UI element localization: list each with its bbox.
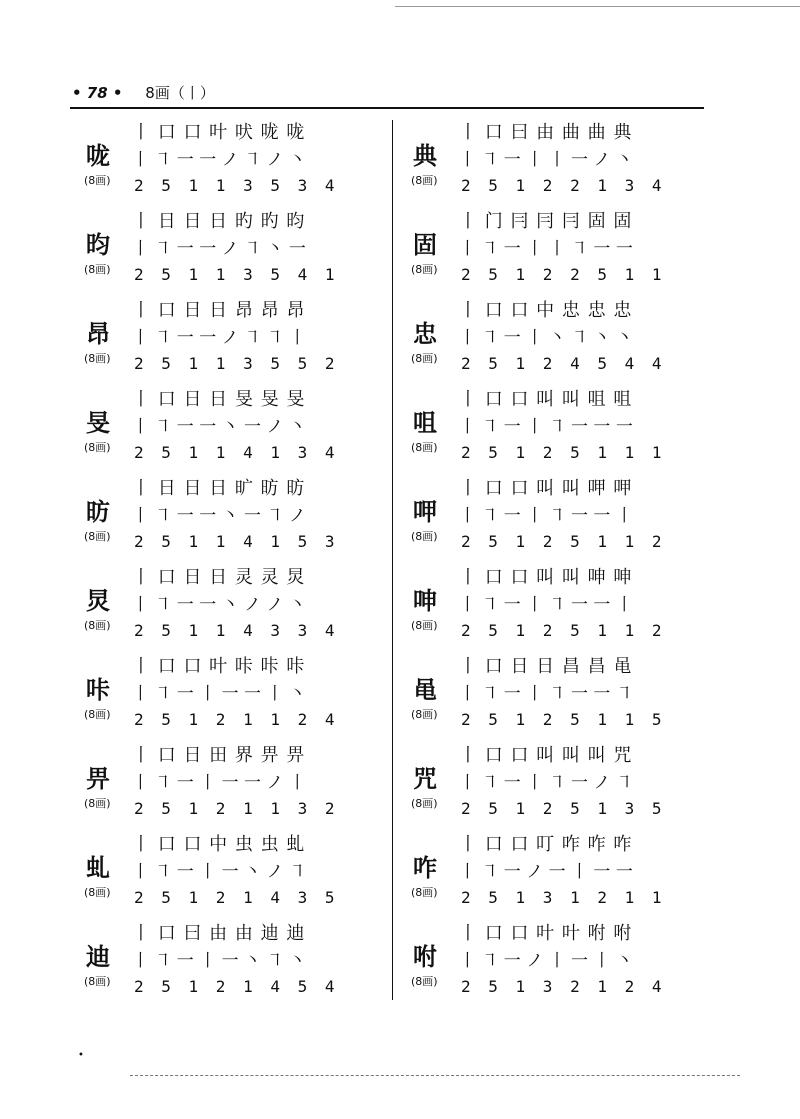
char-entry <box>78 567 398 656</box>
stroke-count-note: (8画) <box>84 441 111 454</box>
char-entry <box>405 122 725 211</box>
stroke-count-note: (8画) <box>411 174 438 187</box>
stroke-codes: 2 5 1 2 2 1 3 4 <box>461 176 666 195</box>
page-number: • 78 • <box>72 84 123 102</box>
page-header <box>72 82 215 103</box>
stroke-shapes: 丨 ㇕ 一 一 丶 ノ ノ 丶 <box>132 595 306 615</box>
stroke-count-note: (8画) <box>411 619 438 632</box>
stroke-shapes: 丨 ㇕ 一 丨 丶 ㇕ 丶 丶 <box>459 328 633 348</box>
char-entry <box>405 834 725 923</box>
right-column <box>405 122 725 1012</box>
stroke-count-note: (8画) <box>84 530 111 543</box>
entry-character: 旻 <box>86 409 110 437</box>
left-column <box>78 122 398 1012</box>
stroke-codes: 2 5 1 1 3 5 3 4 <box>134 176 339 195</box>
stroke-shapes: 丨 ㇕ 一 丨 一 一 丨 丶 <box>132 684 306 704</box>
stroke-count-note: (8画) <box>411 797 438 810</box>
char-entry <box>405 478 725 567</box>
stroke-sequence: 丨 口 口 叶 吠 咙 咙 <box>132 122 306 143</box>
stroke-count-note: (8画) <box>411 975 438 988</box>
stroke-shapes: 丨 ㇕ 一 丨 ㇕ 一 一 丨 <box>459 506 633 526</box>
entry-character: 咒 <box>413 765 437 793</box>
stroke-sequence: 丨 口 日 田 界 畀 畀 <box>132 745 306 766</box>
section-title: 8画（丨） <box>145 84 215 102</box>
char-entry <box>78 478 398 567</box>
char-entry <box>78 122 398 211</box>
stroke-sequence: 丨 口 日 日 昌 昌 黾 <box>459 656 633 677</box>
entry-character: 咋 <box>413 854 437 882</box>
stroke-sequence: 丨 口 口 中 虫 虫 虬 <box>132 834 306 855</box>
stroke-sequence: 丨 口 日 日 灵 灵 炅 <box>132 567 306 588</box>
entry-character: 固 <box>413 231 437 259</box>
stroke-sequence: 丨 口 口 叫 叫 叫 咒 <box>459 745 633 766</box>
stroke-sequence: 丨 口 口 叶 咔 咔 咔 <box>132 656 306 677</box>
stroke-codes: 2 5 1 2 5 1 1 5 <box>461 710 666 729</box>
entry-character: 咐 <box>413 943 437 971</box>
stroke-sequence: 丨 口 口 叫 叫 咀 咀 <box>459 389 633 410</box>
stroke-codes: 2 5 1 1 3 5 5 2 <box>134 354 339 373</box>
stroke-count-note: (8画) <box>411 886 438 899</box>
stroke-codes: 2 5 1 3 1 2 1 1 <box>461 888 666 907</box>
entry-character: 咀 <box>413 409 437 437</box>
char-entry <box>405 211 725 300</box>
stroke-codes: 2 5 1 2 5 1 1 1 <box>461 443 666 462</box>
entry-character: 咔 <box>86 676 110 704</box>
stroke-sequence: 丨 门 冃 冃 冃 固 固 <box>459 211 633 232</box>
char-entry <box>405 567 725 656</box>
stroke-shapes: 丨 ㇕ 一 一 ノ ㇕ 丶 一 <box>132 239 306 259</box>
stroke-count-note: (8画) <box>84 797 111 810</box>
entry-character: 昀 <box>86 231 110 259</box>
entry-character: 咙 <box>86 142 110 170</box>
stroke-sequence: 丨 口 口 叫 叫 呷 呷 <box>459 478 633 499</box>
stroke-shapes: 丨 ㇕ 一 ノ 一 丨 一 一 <box>459 862 633 882</box>
entry-character: 虬 <box>86 854 110 882</box>
entry-character: 忠 <box>413 320 437 348</box>
stroke-count-note: (8画) <box>84 352 111 365</box>
stroke-count-note: (8画) <box>84 975 111 988</box>
entry-character: 典 <box>413 142 437 170</box>
stroke-count-note: (8画) <box>84 263 111 276</box>
stroke-codes: 2 5 1 1 4 3 3 4 <box>134 621 339 640</box>
stroke-codes: 2 5 1 2 5 1 1 2 <box>461 621 666 640</box>
char-entry <box>78 211 398 300</box>
stroke-shapes: 丨 ㇕ 一 一 ノ ㇕ ㇕ 丨 <box>132 328 306 348</box>
char-entry <box>405 389 725 478</box>
entry-character: 畀 <box>86 765 110 793</box>
stroke-count-note: (8画) <box>411 263 438 276</box>
stroke-shapes: 丨 ㇕ 一 丨 ㇕ 一 一 一 <box>459 417 633 437</box>
char-entry <box>78 745 398 834</box>
stroke-codes: 2 5 1 2 1 1 3 2 <box>134 799 339 818</box>
char-entry <box>405 745 725 834</box>
stroke-codes: 2 5 1 1 4 1 5 3 <box>134 532 339 551</box>
entry-character: 呷 <box>413 498 437 526</box>
stroke-sequence: 丨 口 口 叮 咋 咋 咋 <box>459 834 633 855</box>
char-entry <box>405 300 725 389</box>
stroke-count-note: (8画) <box>84 708 111 721</box>
stroke-count-note: (8画) <box>411 352 438 365</box>
stroke-count-note: (8画) <box>411 441 438 454</box>
stroke-codes: 2 5 1 1 4 1 3 4 <box>134 443 339 462</box>
stroke-sequence: 丨 日 日 日 旷 昉 昉 <box>132 478 306 499</box>
stroke-shapes: 丨 ㇕ 一 一 丶 一 ㇕ ノ <box>132 506 306 526</box>
stroke-count-note: (8画) <box>84 174 111 187</box>
stroke-codes: 2 5 1 2 1 1 2 4 <box>134 710 339 729</box>
stroke-codes: 2 5 1 2 1 4 3 5 <box>134 888 339 907</box>
stroke-codes: 2 5 1 2 1 4 5 4 <box>134 977 339 996</box>
stroke-shapes: 丨 ㇕ 一 ノ 丨 一 丨 丶 <box>459 951 633 971</box>
char-entry <box>78 389 398 478</box>
stroke-shapes: 丨 ㇕ 一 丨 ㇕ 一 一 ㇕ <box>459 684 633 704</box>
char-entry <box>78 834 398 923</box>
stroke-shapes: 丨 ㇕ 一 一 丶 一 ノ 丶 <box>132 417 306 437</box>
entry-character: 昉 <box>86 498 110 526</box>
stroke-count-note: (8画) <box>411 530 438 543</box>
stroke-count-note: (8画) <box>411 708 438 721</box>
stroke-sequence: 丨 口 曰 由 曲 曲 典 <box>459 122 633 143</box>
top-scan-rule <box>395 6 800 7</box>
bottom-scan-rule <box>130 1075 740 1076</box>
stroke-shapes: 丨 ㇕ 一 丨 一 丶 ㇕ 丶 <box>132 951 306 971</box>
entry-character: 昂 <box>86 320 110 348</box>
stroke-count-note: (8画) <box>84 886 111 899</box>
char-entry <box>78 923 398 1012</box>
stroke-shapes: 丨 ㇕ 一 丨 一 丶 ノ ㇕ <box>132 862 306 882</box>
char-entry <box>78 300 398 389</box>
stroke-sequence: 丨 日 日 日 旳 旳 昀 <box>132 211 306 232</box>
header-rule <box>70 107 704 109</box>
entry-character: 呻 <box>413 587 437 615</box>
stroke-shapes: 丨 ㇕ 一 丨 丨 ㇕ 一 一 <box>459 239 633 259</box>
stroke-codes: 2 5 1 3 2 1 2 4 <box>461 977 666 996</box>
stroke-sequence: 丨 口 口 中 忠 忠 忠 <box>459 300 633 321</box>
stroke-codes: 2 5 1 2 5 1 3 5 <box>461 799 666 818</box>
stroke-sequence: 丨 口 日 日 昂 昂 昂 <box>132 300 306 321</box>
char-entry <box>405 656 725 745</box>
stroke-shapes: 丨 ㇕ 一 丨 ㇕ 一 ノ ㇕ <box>459 773 633 793</box>
stroke-shapes: 丨 ㇕ 一 一 ノ ㇕ ノ 丶 <box>132 150 306 170</box>
stroke-codes: 2 5 1 2 2 5 1 1 <box>461 265 666 284</box>
char-entry <box>78 656 398 745</box>
entry-character: 黾 <box>413 676 437 704</box>
stroke-count-note: (8画) <box>84 619 111 632</box>
scan-speck: • <box>78 1050 84 1061</box>
stroke-shapes: 丨 ㇕ 一 丨 ㇕ 一 一 丨 <box>459 595 633 615</box>
stroke-codes: 2 5 1 1 3 5 4 1 <box>134 265 339 284</box>
stroke-codes: 2 5 1 2 5 1 1 2 <box>461 532 666 551</box>
entry-character: 迪 <box>86 943 110 971</box>
stroke-shapes: 丨 ㇕ 一 丨 丨 一 ノ 丶 <box>459 150 633 170</box>
stroke-sequence: 丨 口 曰 由 由 迪 迪 <box>132 923 306 944</box>
char-entry <box>405 923 725 1012</box>
stroke-sequence: 丨 口 口 叫 叫 呻 呻 <box>459 567 633 588</box>
stroke-shapes: 丨 ㇕ 一 丨 一 一 ノ 丨 <box>132 773 306 793</box>
stroke-sequence: 丨 口 口 叶 叶 咐 咐 <box>459 923 633 944</box>
entry-character: 炅 <box>86 587 110 615</box>
stroke-sequence: 丨 口 日 日 旻 旻 旻 <box>132 389 306 410</box>
stroke-codes: 2 5 1 2 4 5 4 4 <box>461 354 666 373</box>
